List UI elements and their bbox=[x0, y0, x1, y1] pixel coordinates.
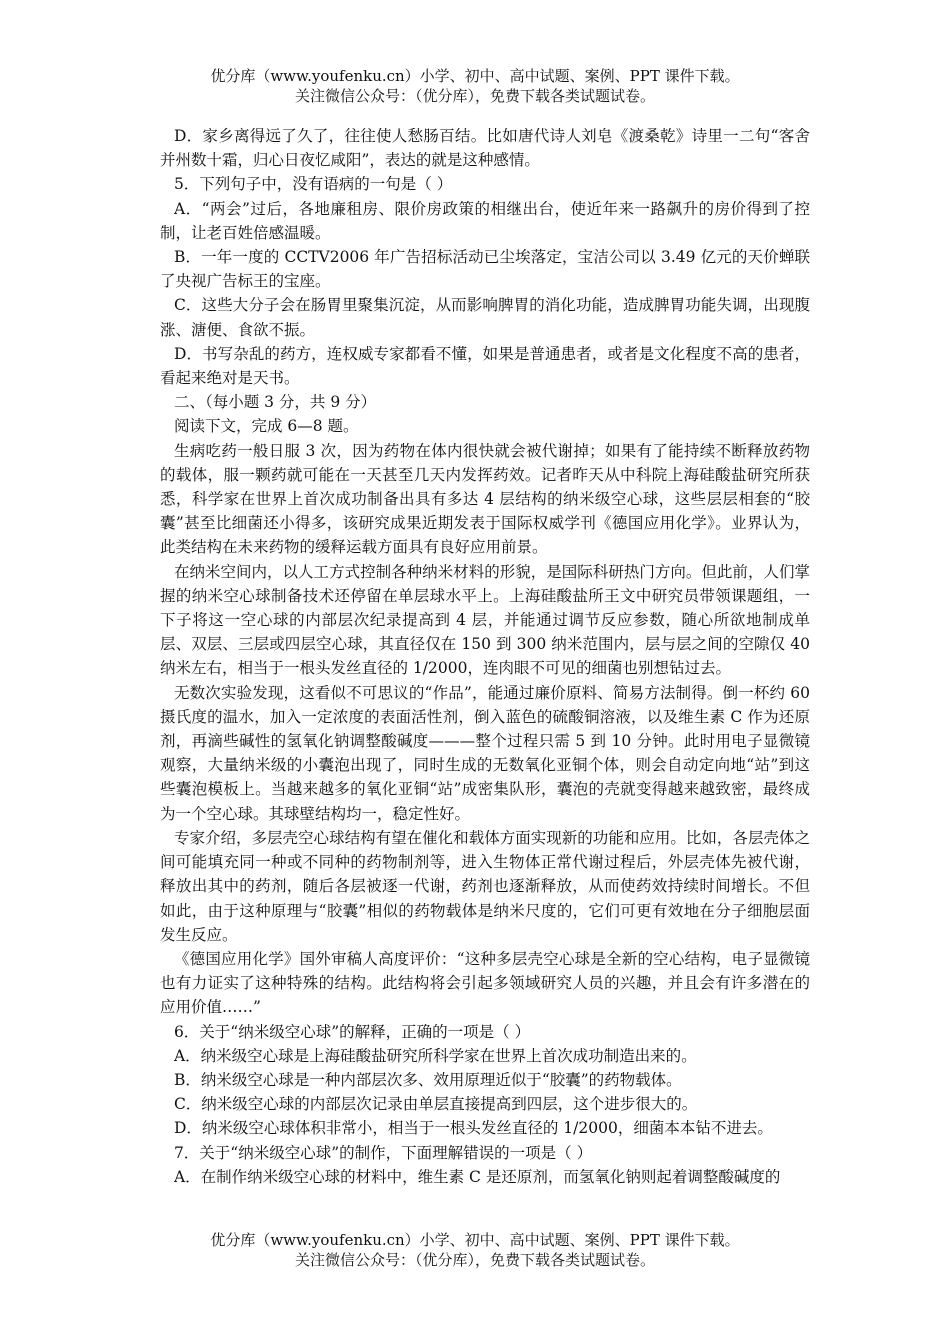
option-d-q6: D．纳米级空心球体积非常小，相当于一根头发丝直径的 1/2000，细菌本本钻不进去。 bbox=[173, 1119, 773, 1138]
option-a-q7: A．在制作纳米级空心球的材料中，维生素 C 是还原剂，而氢氧化钠则起着调整酸碱度的 bbox=[173, 1167, 781, 1186]
option-c-q6: C．纳米级空心球的内部层次记录由单层直接提高到四层，这个进步很大的。 bbox=[173, 1095, 698, 1114]
passage-paragraph: 无数次实验发现，这看似不可思议的“作品”，能通过廉价原料、简易方法制得。倒一杯约 60 摄氏度的温水，加入一定浓度的表面活性剂，倒入蓝色的硫酸铜溶液，以及维生素 C 作为还原剂，再滴些碱性的氢氧化钠调整酸碱度———整个过程只需 5 到 10 分钟。此时用电子显微镜观察，大量纳米级的小囊泡出现了，同时生成的无数氧化亚铜个体，则会自动定向地“站”到这些囊泡模板上。当越来越多的氧化亚铜“站”成密集队形，囊泡的壳就变得越来越致密，最终成为一个空心球。其球壁结构均一，稳定性好。 bbox=[160, 683, 810, 823]
question-5: 5．下列句子中，没有语病的一句是（ ） bbox=[173, 175, 453, 194]
footer-line-1: 优分库（www.youfenku.cn）小学、初中、高中试题、案例、PPT 课件下载。 bbox=[210, 1231, 740, 1249]
document-body bbox=[160, 124, 810, 1189]
option-b-q5: B．一年一度的 CCTV2006 年广告招标活动已尘埃落定，宝洁公司以 3.49 亿元的天价蝉联了央视广告标王的宝座。 bbox=[160, 248, 810, 291]
passage-paragraph: 在纳米空间内，以人工方式控制各种纳米材料的形貌，是国际科研热门方向。但此前，人们掌握的纳米空心球制备技术还停留在单层球水平上。上海硅酸盐所王文中研究员带领课题组，一下子将这一空心球的内部层次纪录提高到 4 层，并能通过调节反应参数，随心所欲地制成单层、双层、三层或四层空心球，其直径仅在 150 到 300 纳米范围内，层与层之间的空隙仅 40 纳米左右，相当于一根头发丝直径的 1/2000，连肉眼不可见的细菌也别想钻过去。 bbox=[160, 562, 810, 678]
header-line-1: 优分库（www.youfenku.cn）小学、初中、高中试题、案例、PPT 课件下载。 bbox=[210, 67, 740, 85]
page-footer bbox=[0, 1230, 950, 1270]
section-heading: 二、（每小题 3 分，共 9 分） bbox=[173, 393, 377, 412]
option-d-q5: D．书写杂乱的药方，连权威专家都看不懂，如果是普通患者，或者是文化程度不高的患者，看起来绝对是天书。 bbox=[160, 344, 810, 388]
option-d-q4: D．家乡离得远了久了，往往使人愁肠百结。比如唐代诗人刘皂《渡桑乾》诗里一二句“客舍并州数十霜，归心日夜忆咸阳”，表达的就是这种感情。 bbox=[160, 127, 810, 170]
question-6: 6．关于“纳米级空心球”的解释，正确的一项是（ ） bbox=[173, 1022, 531, 1041]
header-line-2: 关注微信公众号：（优分库），免费下载各类试题试卷。 bbox=[294, 87, 655, 105]
question-7: 7．关于“纳米级空心球”的制作，下面理解错误的一项是（ ） bbox=[173, 1143, 593, 1162]
option-c-q5: C．这些大分子会在肠胃里聚集沉淀，从而影响脾胃的消化功能，造成脾胃功能失调，出现腹涨、溏便、食欲不振。 bbox=[160, 296, 810, 339]
option-a-q5: A．“两会”过后，各地廉租房、限价房政策的相继出台，使近年来一路飙升的房价得到了控制，让老百姓倍感温暖。 bbox=[160, 199, 810, 242]
passage-paragraph: 专家介绍，多层壳空心球结构有望在催化和载体方面实现新的功能和应用。比如，各层壳体之间可能填充同一种或不同种的药物制剂等，进入生物体正常代谢过程后，外层壳体先被代谢，释放出其中的药剂，随后各层被逐一代谢，药剂也逐渐释放，从而使药效持续时间增长。不但如此，由于这种原理与“胶囊”相似的药物载体是纳米尺度的，它们可更有效地在分子细胞层面发生反应。 bbox=[160, 828, 810, 944]
footer-line-2: 关注微信公众号：（优分库），免费下载各类试题试卷。 bbox=[294, 1251, 655, 1269]
reading-instruction: 阅读下文，完成 6—8 题。 bbox=[173, 417, 359, 436]
passage-paragraph: 《德国应用化学》国外审稿人高度评价：“这种多层壳空心球是全新的空心结构，电子显微镜也有力证实了这种特殊的结构。此结构将会引起多领域研究人员的兴趣，并且会有许多潜在的应用价值……” bbox=[160, 949, 810, 1017]
option-a-q6: A．纳米级空心球是上海硅酸盐研究所科学家在世界上首次成功制造出来的。 bbox=[173, 1046, 697, 1065]
option-b-q6: B．纳米级空心球是一种内部层次多、效用原理近似于“胶囊”的药物载体。 bbox=[173, 1070, 682, 1089]
passage-paragraph: 生病吃药一般日服 3 次，因为药物在体内很快就会被代谢掉；如果有了能持续不断释放药物的载体，服一颗药就可能在一天甚至几天内发挥药效。记者昨天从中科院上海硅酸盐研究所获悉，科学家在世界上首次成功制备出具有多达 4 层结构的纳米级空心球，这些层层相套的“胶囊”甚至比细菌还小得多，该研究成果近期发表于国际权威学刊《德国应用化学》。业界认为，此类结构在未来药物的缓释运载方面具有良好应用前景。 bbox=[160, 441, 810, 557]
page-header bbox=[0, 66, 950, 106]
